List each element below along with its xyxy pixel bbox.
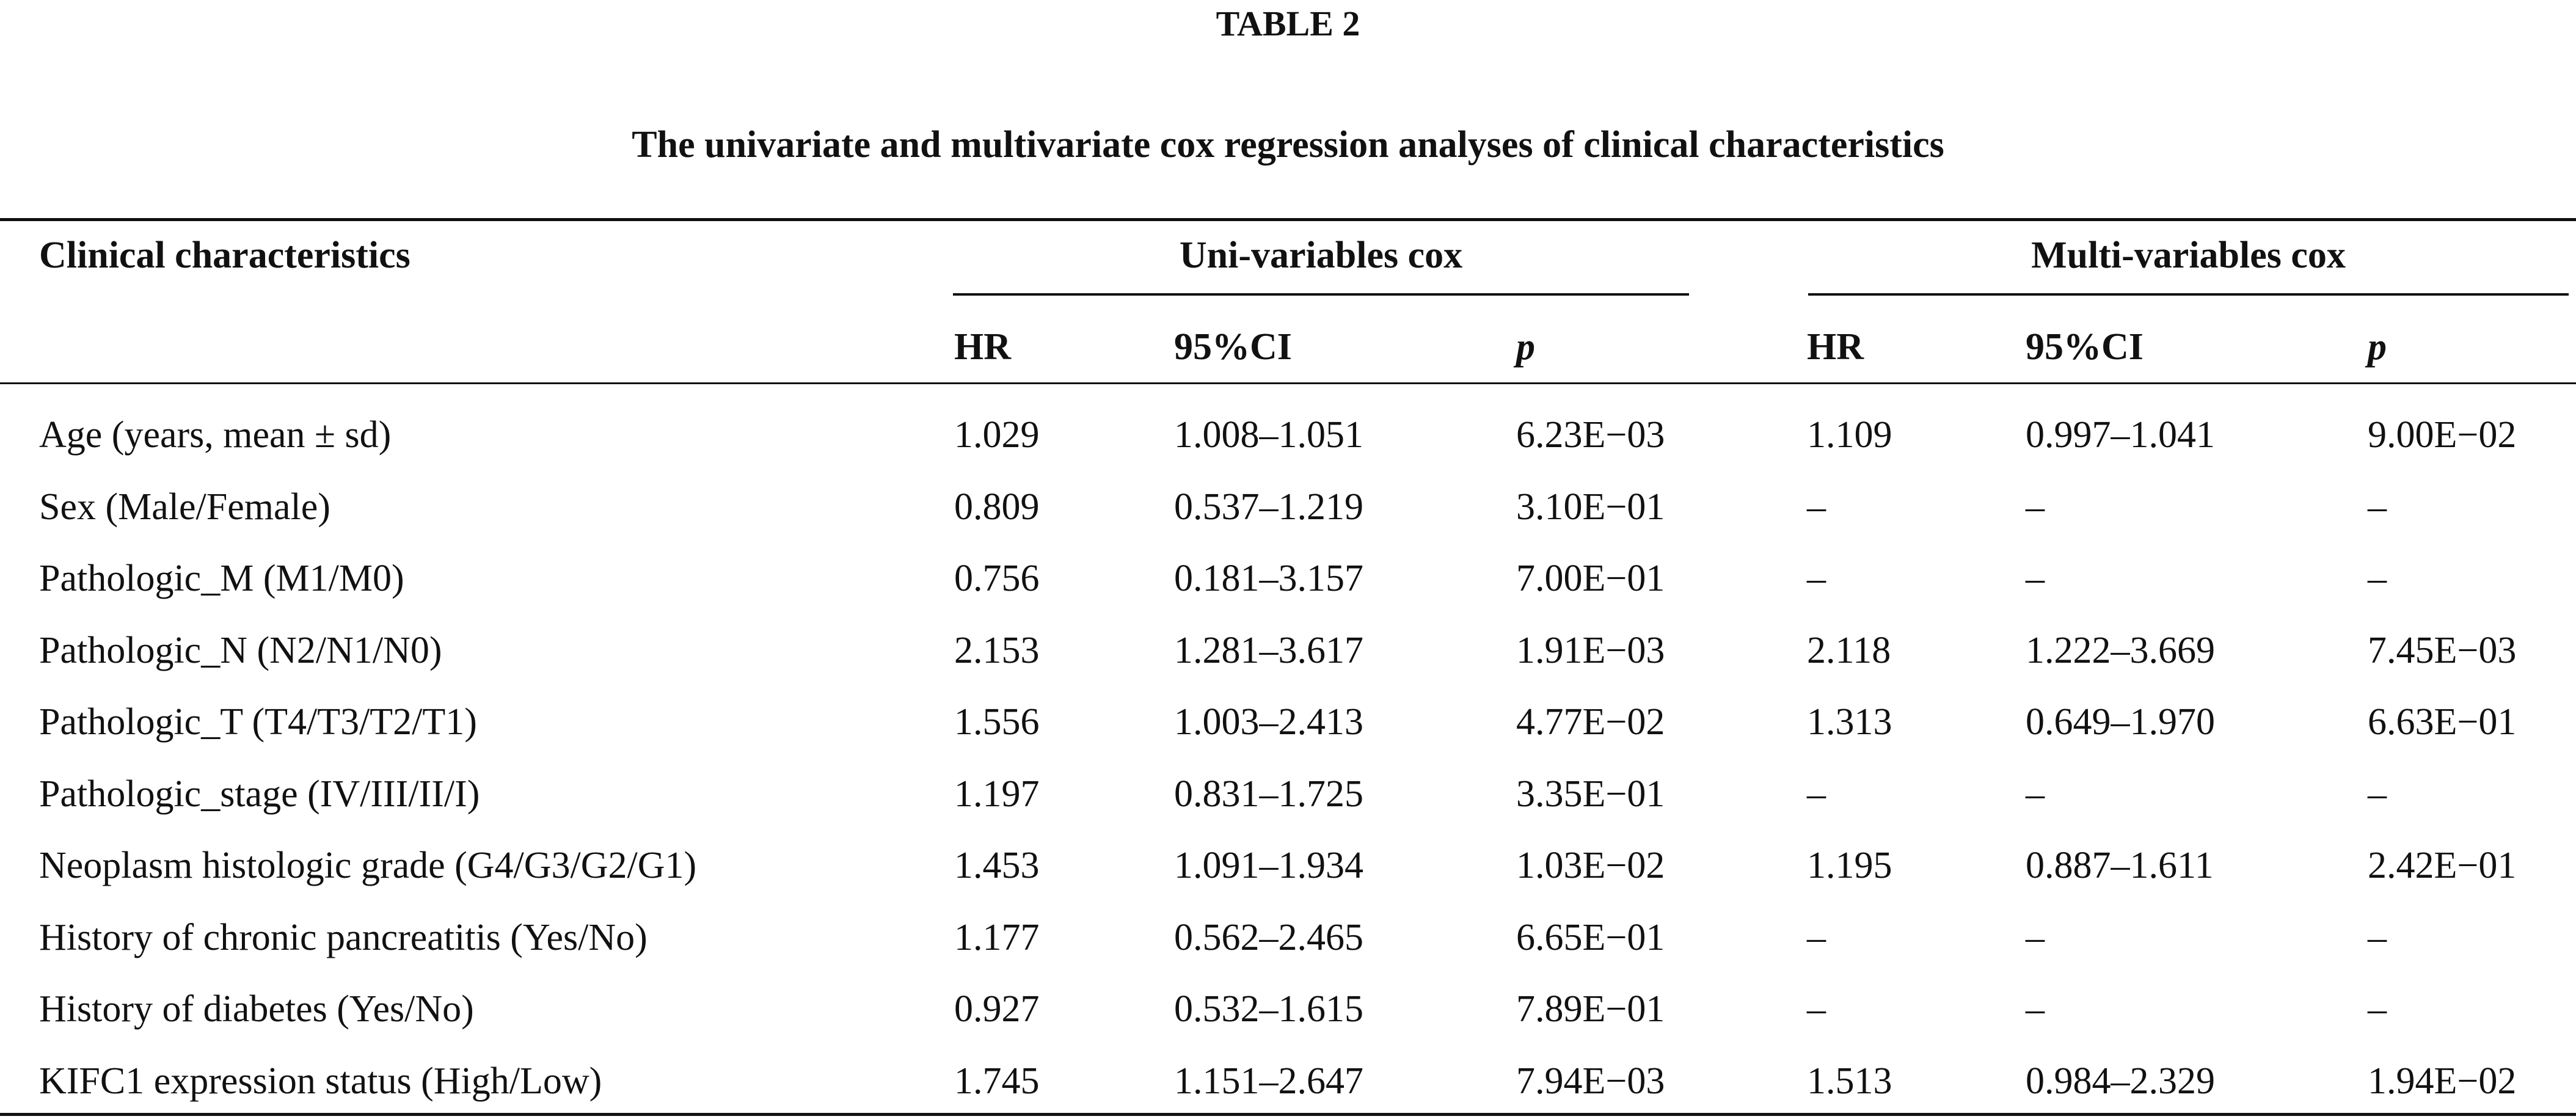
cell-characteristic: Age (years, mean ± sd): [39, 414, 392, 456]
cell-uni-hr: 0.756: [954, 558, 1040, 599]
cell-multi-p: –: [2368, 486, 2387, 528]
header-uni-p: p: [1516, 326, 1535, 368]
header-multi-p: p: [2368, 326, 2387, 368]
cell-multi-hr: –: [1807, 773, 1826, 815]
cell-multi-p: –: [2368, 916, 2387, 958]
cell-multi-hr: –: [1807, 916, 1826, 958]
cell-uni-hr: 1.177: [954, 916, 1040, 958]
cell-multi-ci: –: [2026, 916, 2045, 958]
cell-uni-hr: 1.556: [954, 701, 1040, 743]
cell-uni-ci: 1.281–3.617: [1174, 629, 1363, 671]
cell-uni-p: 3.10E−01: [1516, 486, 1665, 528]
cell-characteristic: Neoplasm histologic grade (G4/G3/G2/G1): [39, 845, 697, 886]
cell-multi-ci: 0.887–1.611: [2026, 845, 2214, 886]
cell-uni-hr: 0.927: [954, 988, 1040, 1030]
header-multi-ci: 95%CI: [2026, 326, 2144, 368]
table-label: TABLE 2: [1216, 4, 1360, 43]
cell-uni-ci: 0.562–2.465: [1174, 916, 1363, 958]
cell-multi-ci: –: [2026, 988, 2045, 1030]
cell-uni-ci: 0.532–1.615: [1174, 988, 1363, 1030]
cell-multi-ci: 0.997–1.041: [2026, 414, 2215, 456]
header-multi-hr: HR: [1807, 326, 1864, 368]
top-rule: [0, 218, 2576, 221]
cell-multi-hr: –: [1807, 988, 1826, 1030]
cell-uni-p: 6.23E−03: [1516, 414, 1665, 456]
cell-uni-p: 7.89E−01: [1516, 988, 1665, 1030]
cell-uni-hr: 1.197: [954, 773, 1040, 815]
cell-uni-ci: 0.831–1.725: [1174, 773, 1363, 815]
cell-multi-hr: 1.109: [1807, 414, 1892, 456]
header-uni-group: Uni-variables cox: [1179, 235, 1463, 276]
cell-multi-ci: 0.984–2.329: [2026, 1060, 2215, 1102]
cell-uni-p: 3.35E−01: [1516, 773, 1665, 815]
cell-multi-hr: 2.118: [1807, 629, 1891, 671]
cell-characteristic: Pathologic_T (T4/T3/T2/T1): [39, 701, 477, 743]
cell-characteristic: Sex (Male/Female): [39, 486, 330, 528]
cell-uni-ci: 0.537–1.219: [1174, 486, 1363, 528]
cell-uni-p: 7.94E−03: [1516, 1060, 1665, 1102]
cell-uni-p: 1.91E−03: [1516, 629, 1665, 671]
cell-uni-hr: 1.029: [954, 414, 1040, 456]
cell-characteristic: Pathologic_N (N2/N1/N0): [39, 629, 442, 671]
cell-characteristic: History of chronic pancreatitis (Yes/No): [39, 916, 648, 958]
cell-characteristic: Pathologic_M (M1/M0): [39, 558, 404, 599]
cell-uni-hr: 0.809: [954, 486, 1040, 528]
cell-uni-p: 6.65E−01: [1516, 916, 1665, 958]
cell-multi-ci: 0.649–1.970: [2026, 701, 2215, 743]
cell-uni-ci: 1.091–1.934: [1174, 845, 1363, 886]
cell-multi-p: 6.63E−01: [2368, 701, 2517, 743]
cell-uni-p: 4.77E−02: [1516, 701, 1665, 743]
cell-uni-ci: 1.008–1.051: [1174, 414, 1363, 456]
cell-multi-p: 7.45E−03: [2368, 629, 2517, 671]
cell-multi-ci: –: [2026, 558, 2045, 599]
header-uni-hr: HR: [954, 326, 1011, 368]
cell-multi-p: –: [2368, 773, 2387, 815]
cell-uni-p: 1.03E−02: [1516, 845, 1665, 886]
cell-characteristic: Pathologic_stage (IV/III/II/I): [39, 773, 480, 815]
cell-multi-p: 1.94E−02: [2368, 1060, 2517, 1102]
cell-multi-p: –: [2368, 988, 2387, 1030]
cell-uni-ci: 0.181–3.157: [1174, 558, 1363, 599]
cell-characteristic: KIFC1 expression status (High/Low): [39, 1060, 602, 1102]
header-uni-ci: 95%CI: [1174, 326, 1292, 368]
cell-uni-hr: 1.453: [954, 845, 1040, 886]
cell-multi-ci: –: [2026, 486, 2045, 528]
cell-uni-hr: 2.153: [954, 629, 1040, 671]
bottom-rule: [0, 1113, 2576, 1116]
uni-group-rule: [953, 293, 1689, 296]
multi-group-rule: [1808, 293, 2569, 296]
cell-multi-ci: –: [2026, 773, 2045, 815]
cell-multi-p: –: [2368, 558, 2387, 599]
header-rule: [0, 382, 2576, 384]
cell-multi-hr: 1.195: [1807, 845, 1892, 886]
cell-uni-hr: 1.745: [954, 1060, 1040, 1102]
cell-uni-ci: 1.003–2.413: [1174, 701, 1363, 743]
cell-uni-ci: 1.151–2.647: [1174, 1060, 1363, 1102]
cell-multi-hr: 1.313: [1807, 701, 1892, 743]
cell-multi-p: 2.42E−01: [2368, 845, 2517, 886]
table-title: The univariate and multivariate cox regression analyses of clinical characteristics: [632, 124, 1944, 166]
cell-multi-p: 9.00E−02: [2368, 414, 2517, 456]
cell-multi-hr: –: [1807, 558, 1826, 599]
cell-multi-ci: 1.222–3.669: [2026, 629, 2215, 671]
cell-multi-hr: 1.513: [1807, 1060, 1892, 1102]
header-multi-group: Multi-variables cox: [2031, 235, 2346, 276]
cell-uni-p: 7.00E−01: [1516, 558, 1665, 599]
cell-multi-hr: –: [1807, 486, 1826, 528]
header-clinical-characteristics: Clinical characteristics: [39, 235, 410, 276]
cell-characteristic: History of diabetes (Yes/No): [39, 988, 474, 1030]
